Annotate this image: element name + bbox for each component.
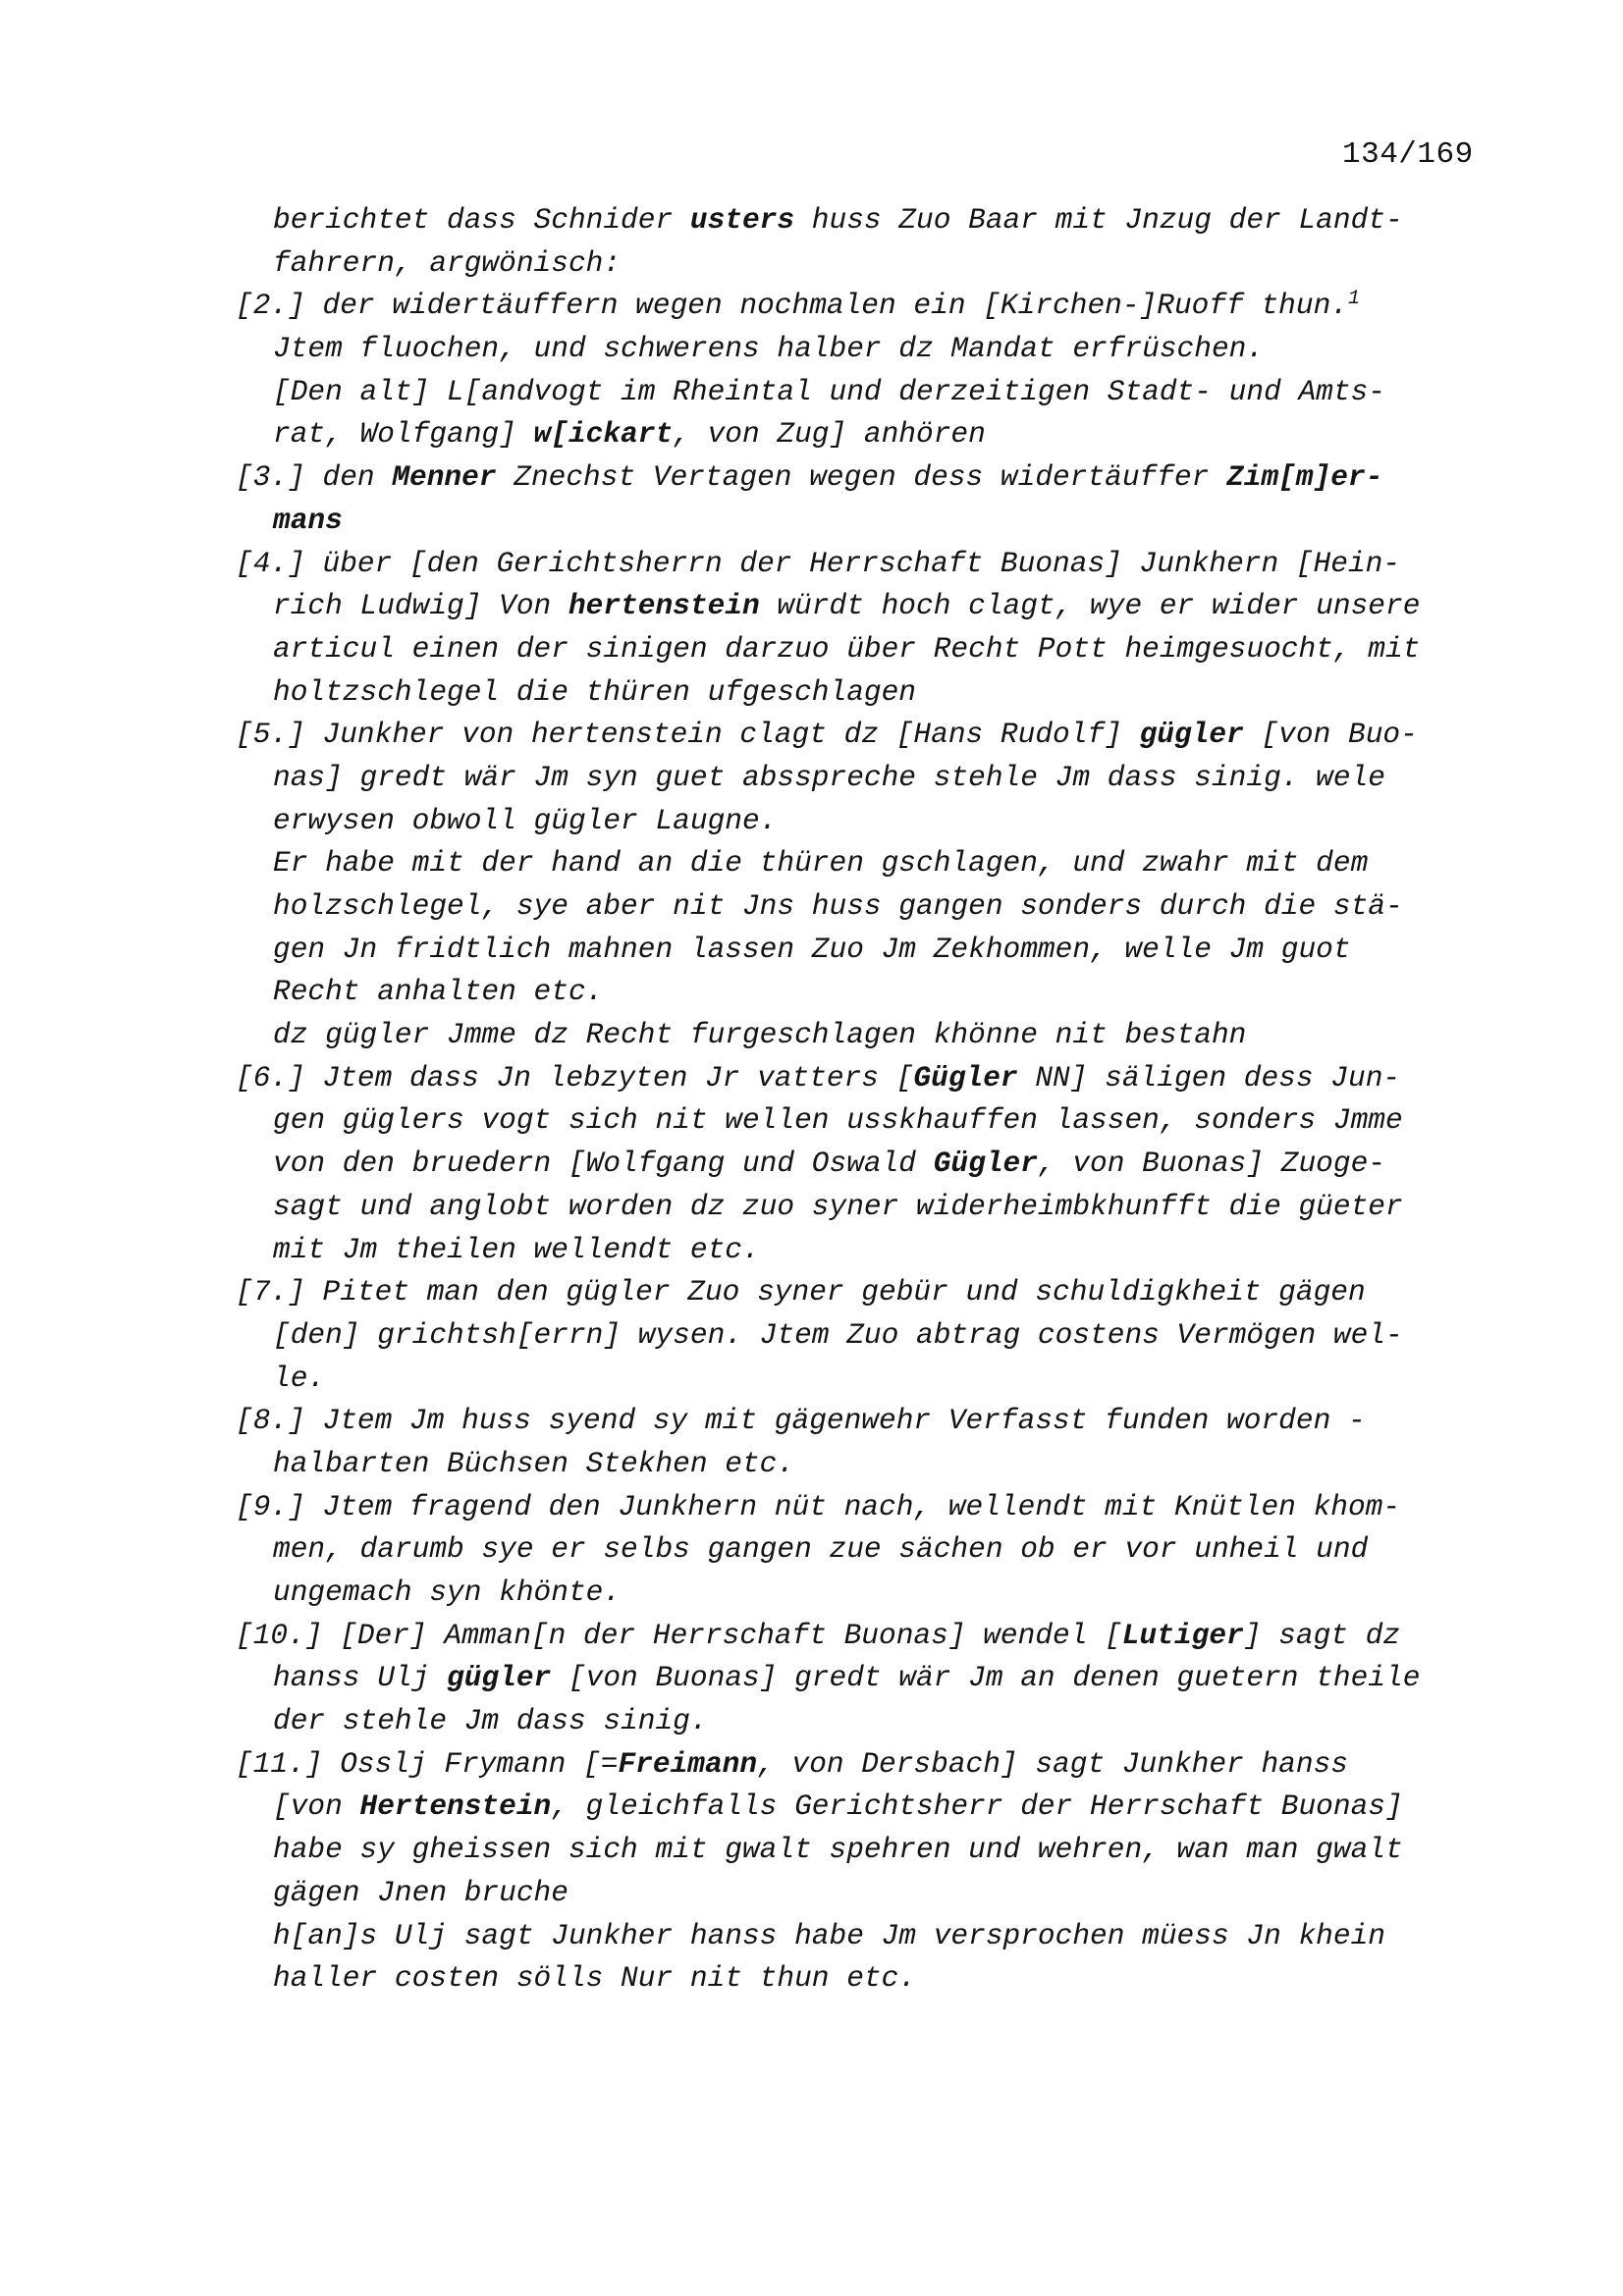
text-segment: fahrern, argwönisch: bbox=[273, 245, 622, 280]
text-segment: NN] säligen dess Jun- bbox=[1017, 1060, 1401, 1095]
numbered-entry-line bbox=[236, 714, 1512, 757]
text-segment: le. bbox=[273, 1361, 326, 1395]
name-emphasis: w[ickart bbox=[533, 417, 674, 452]
text-segment: hanss Ulj bbox=[273, 1661, 448, 1695]
text-segment: Er habe mit der hand an die thüren gschlagen, und zwahr mit dem bbox=[273, 846, 1369, 881]
text-line bbox=[236, 328, 1512, 371]
name-emphasis: Hertenstein bbox=[359, 1789, 552, 1824]
numbered-entry-line bbox=[236, 1615, 1512, 1658]
text-line bbox=[236, 1186, 1512, 1229]
text-segment: gen Jn fridtlich mahnen lassen Zuo Jm Zekhommen, welle Jm guot bbox=[273, 932, 1351, 966]
name-emphasis: Freimann bbox=[618, 1746, 758, 1781]
text-segment: ungemach syn khönte. bbox=[273, 1575, 622, 1609]
name-emphasis: Gügler bbox=[933, 1147, 1038, 1181]
text-line bbox=[236, 1099, 1512, 1143]
text-segment: rat, Wolfgang] bbox=[273, 417, 534, 452]
text-segment: articul einen der sinigen darzuo über Recht Pott heimgesuocht, mit bbox=[273, 631, 1421, 666]
text-segment: ] sagt dz bbox=[1243, 1618, 1401, 1652]
numbered-entry-line bbox=[236, 543, 1512, 586]
text-segment: [4.] über [den Gerichtsherrn der Herrschaft Buonas] Junkhern [Hein- bbox=[236, 546, 1401, 580]
text-segment: [von Buo- bbox=[1243, 718, 1418, 752]
text-segment: gen güglers vogt sich nit wellen usskhauffen lassen, sonders Jmme bbox=[273, 1103, 1403, 1138]
text-segment: Recht anhalten etc. bbox=[273, 975, 604, 1009]
text-line bbox=[236, 1872, 1512, 1915]
text-line bbox=[236, 1786, 1512, 1829]
text-line bbox=[236, 500, 1512, 543]
text-line bbox=[236, 1572, 1512, 1615]
text-segment: halbarten Büchsen Stekhen etc. bbox=[273, 1446, 795, 1480]
text-line bbox=[236, 757, 1512, 800]
text-segment: habe sy gheissen sich mit gwalt spehren und wehren, wan man gwalt bbox=[273, 1833, 1403, 1867]
name-emphasis: mans bbox=[273, 503, 343, 537]
page-number: 134/169 bbox=[1342, 137, 1474, 172]
text-segment: [3.] den bbox=[236, 460, 393, 495]
text-segment: nas] gredt wär Jm syn guet absspreche stehle Jm dass sinig. wele bbox=[273, 760, 1385, 794]
text-segment: [5.] Junkher von hertenstein clagt dz [Hans Rudolf] bbox=[236, 718, 1140, 752]
numbered-entry-line bbox=[236, 1057, 1512, 1100]
text-line bbox=[236, 1657, 1512, 1700]
text-line bbox=[236, 885, 1512, 929]
text-segment: sagt und anglobt worden dz zuo syner widerheimbkhunfft die güeter bbox=[273, 1189, 1403, 1223]
text-segment: , von Zug] anhören bbox=[673, 417, 986, 452]
text-line bbox=[236, 1700, 1512, 1743]
numbered-entry-line bbox=[236, 1400, 1512, 1443]
text-segment: [6.] Jtem dass Jn lebzyten Jr vatters [ bbox=[236, 1060, 914, 1095]
text-segment: mit Jm theilen wellendt etc. bbox=[273, 1232, 760, 1266]
text-line bbox=[236, 1314, 1512, 1358]
text-segment: [7.] Pitet man den gügler Zuo syner gebür und schuldigkheit gägen bbox=[236, 1275, 1366, 1309]
numbered-entry-line bbox=[236, 1743, 1512, 1787]
name-emphasis: Zim[m]er- bbox=[1226, 460, 1383, 495]
text-line bbox=[236, 585, 1512, 628]
name-emphasis: Menner bbox=[392, 460, 497, 495]
text-segment: [den] grichtsh[errn] wysen. Jtem Zuo abtrag costens Vermögen wel- bbox=[273, 1317, 1403, 1352]
text-line bbox=[236, 1528, 1512, 1572]
text-line bbox=[236, 1443, 1512, 1486]
text-segment: gägen Jnen bruche bbox=[273, 1875, 568, 1909]
name-emphasis: Gügler bbox=[913, 1060, 1018, 1095]
text-line bbox=[236, 1829, 1512, 1872]
text-line bbox=[236, 800, 1512, 843]
text-line bbox=[236, 842, 1512, 885]
text-line bbox=[236, 971, 1512, 1014]
numbered-entry-line bbox=[236, 456, 1512, 500]
text-line bbox=[236, 628, 1512, 671]
text-segment: [11.] Osslj Frymann [= bbox=[236, 1746, 619, 1781]
text-segment: Znechst Vertagen wegen dess widertäuffer bbox=[496, 460, 1227, 495]
footnote-marker: 1 bbox=[1347, 288, 1360, 311]
text-segment: [10.] [Der] Amman[n der Herrschaft Buonas] wendel [ bbox=[236, 1618, 1122, 1652]
text-line bbox=[236, 1358, 1512, 1401]
text-line bbox=[236, 413, 1512, 456]
text-segment: Jtem fluochen, und schwerens halber dz Mandat erfrüschen. bbox=[273, 332, 1265, 366]
text-line bbox=[236, 371, 1512, 414]
name-emphasis: Lutiger bbox=[1121, 1618, 1244, 1652]
name-emphasis: usters bbox=[689, 203, 795, 237]
text-segment: würdt hoch clagt, wye er wider unsere bbox=[759, 589, 1421, 623]
text-segment: [9.] Jtem fragend den Junkhern nüt nach, wellendt mit Knütlen khom- bbox=[236, 1489, 1401, 1523]
text-line bbox=[236, 671, 1512, 715]
text-line bbox=[236, 1915, 1512, 1958]
text-segment: der stehle Jm dass sinig. bbox=[273, 1704, 708, 1738]
text-segment: holzschlegel, sye aber nit Jns huss gangen sonders durch die stä- bbox=[273, 889, 1403, 923]
text-segment: von den bruedern [Wolfgang und Oswald bbox=[273, 1147, 934, 1181]
text-line bbox=[236, 1143, 1512, 1186]
text-segment: , von Dersbach] sagt Junkher hanss bbox=[757, 1746, 1348, 1781]
text-segment: berichtet dass Schnider bbox=[273, 203, 690, 237]
text-segment: men, darumb sye er selbs gangen zue sächen ob er vor unheil und bbox=[273, 1532, 1369, 1567]
text-segment: [8.] Jtem Jm huss syend sy mit gägenwehr Verfasst funden worden - bbox=[236, 1404, 1366, 1438]
numbered-entry-line bbox=[236, 1271, 1512, 1314]
text-segment: h[an]s Ulj sagt Junkher hanss habe Jm versprochen müess Jn khein bbox=[273, 1918, 1385, 1952]
text-line bbox=[236, 929, 1512, 972]
text-segment: [von Buonas] gredt wär Jm an denen guetern theile bbox=[551, 1661, 1421, 1695]
text-line bbox=[236, 1014, 1512, 1057]
text-segment: , von Buonas] Zuoge- bbox=[1037, 1147, 1385, 1181]
name-emphasis: gügler bbox=[1139, 718, 1244, 752]
text-segment: [2.] der widertäuffern wegen nochmalen ein [Kirchen-]Ruoff thun. bbox=[236, 289, 1348, 323]
numbered-entry-line bbox=[236, 285, 1512, 328]
text-segment: [Den alt] L[andvogt im Rheintal und derzeitigen Stadt- und Amts- bbox=[273, 374, 1385, 408]
text-line bbox=[236, 1957, 1512, 2001]
numbered-entry-line bbox=[236, 1486, 1512, 1529]
text-line bbox=[236, 1229, 1512, 1272]
text-segment: [von bbox=[273, 1789, 360, 1824]
text-segment: rich Ludwig] Von bbox=[273, 589, 568, 623]
text-segment: holtzschlegel die thüren ufgeschlagen bbox=[273, 674, 917, 709]
text-segment: haller costen sölls Nur nit thun etc. bbox=[273, 1961, 917, 1996]
text-line bbox=[236, 199, 1512, 242]
text-segment: dz gügler Jmme dz Recht furgeschlagen khönne nit bestahn bbox=[273, 1018, 1247, 1052]
text-segment: , gleichfalls Gerichtsherr der Herrschaft Buonas] bbox=[551, 1789, 1403, 1824]
name-emphasis: gügler bbox=[447, 1661, 552, 1695]
text-segment: erwysen obwoll gügler Laugne. bbox=[273, 803, 778, 837]
text-segment: huss Zuo Baar mit Jnzug der Landt- bbox=[794, 203, 1403, 237]
text-line bbox=[236, 242, 1512, 286]
name-emphasis: hertenstein bbox=[568, 589, 760, 623]
transcription-body bbox=[236, 199, 1512, 2001]
